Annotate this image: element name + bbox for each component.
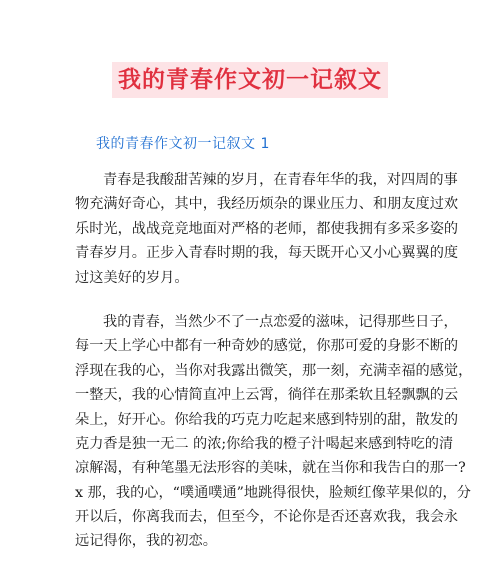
paragraph-line: 过这美好的岁月。 [75,269,189,286]
paragraph-line: 开以后，你离我而去，但至今，不论你是否还喜欢我，我会永 [75,509,459,526]
section-heading: 我的青春作文初一记叙文 1 [96,136,270,152]
paragraph-line: 青春是我酸甜苦辣的岁月，在青春年华的我，对四周的事 [103,172,458,188]
paragraph-line: x 那，我的心，“噗通噗通”地跳得很快，脸颊红像苹果似的，分 [75,484,471,501]
paragraph-2 [75,310,473,554]
paragraph-line: 克力香是独一无二 的浓;你给我的橙子汁喝起来感到特吃的清 [75,435,454,452]
paragraph-line: 凉解渴，有种笔墨无法形容的美味，就在当你和我告白的那一? [75,460,466,477]
paragraph-1 [75,168,459,290]
title-wrap [0,62,500,98]
paragraph-line: 朵上，好开心。你给我的巧克力吃起来感到特别的甜，散发的 [75,411,459,428]
paragraph-line: 青春岁月。正步入青春时期的我，每天既开心又小心翼翼的度 [75,245,459,262]
article-body [75,168,473,554]
paragraph-line: 一整天，我的心情简直冲上云霄，徜徉在那柔软且轻飘飘的云 [75,387,459,404]
document-title: 我的青春作文初一记叙文 [112,62,388,98]
paragraph-line: 我的青春，当然少不了一点恋爱的滋味，记得那些日子， [103,313,458,330]
paragraph-line: 每一天上学心中都有一种奇妙的感觉，你那可爱的身影不断的 [75,338,459,355]
paragraph-line: 浮现在我的心，当你对我露出微笑，那一刻，充满幸福的感觉， [75,362,473,379]
paragraph-line: 远记得你，我的初恋。 [75,533,217,550]
paragraph-gap [75,290,433,310]
paragraph-line: 乐时光，战战竞竞地面对严格的老师，都使我拥有多采多姿的 [75,220,459,237]
paragraph-line: 物充满好奇心，其中，我经历烦杂的课业压力、和朋友度过欢 [75,196,459,213]
